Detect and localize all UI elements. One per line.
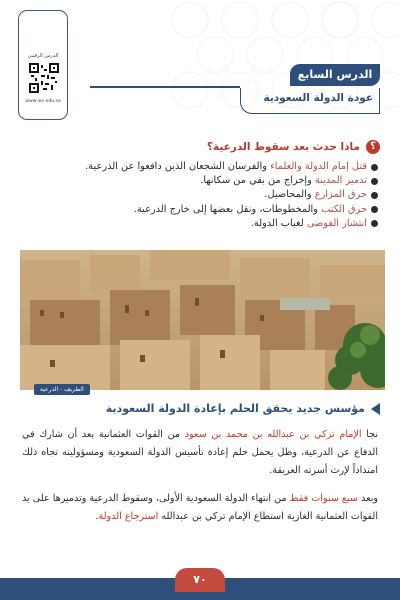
- list-item: تدمير المدينة وإخراج من بقي من سكانها.: [22, 174, 378, 188]
- section-heading: [20, 402, 380, 415]
- bullet-icon: [371, 192, 378, 199]
- qr-code-icon[interactable]: [29, 63, 59, 93]
- photo-caption: الطريف - الدرعية: [34, 384, 90, 395]
- lesson-title-box: [240, 88, 380, 114]
- digital-lesson-label: الدرس الرقمي: [27, 53, 59, 59]
- list-item: حرق الكتب والمخطوطات، ونقل بعضها إلى خارج الدرعية.: [22, 203, 378, 217]
- question-text: ماذا حدث بعد سقوط الدرعية؟: [206, 141, 360, 153]
- list-item: قتل إمام الدولة والعلماء والفرسان الشجعان الذين دافعوا عن الدرعية.: [22, 160, 378, 174]
- lesson-title: عودة الدولة السعودية: [263, 92, 373, 104]
- digital-lesson-url[interactable]: www.ien.edu.sa: [25, 99, 61, 104]
- bullet-icon: [371, 220, 378, 227]
- turaif-photo: [20, 250, 385, 390]
- question-mark-icon: ؟: [366, 140, 380, 154]
- bullet-icon: [371, 206, 378, 213]
- paragraph-1: نجا الإمام تركي بن عبدالله بن محمد بن سعود من القوات العثمانية بعد أن شارك في الدفاع عن الدرعية، وظل يحمل حلم إعادة تأسيس الدولة السعودية ومسؤوليته تجاه ذلك امتداداً لإرث أسرته العريقة.: [22, 429, 379, 476]
- consequences-list: [22, 160, 378, 231]
- arrow-icon: [371, 403, 380, 415]
- header-divider: [90, 86, 240, 88]
- page-number: ٧٠: [175, 568, 225, 592]
- question-heading: [20, 140, 380, 154]
- section-heading-text: مؤسس جديد يحقق الحلم بإعادة الدولة السعودية: [105, 402, 365, 415]
- bullet-icon: [371, 164, 378, 171]
- digital-lesson-card[interactable]: [18, 10, 68, 120]
- bullet-icon: [371, 178, 378, 185]
- lesson-number-tab: الدرس السابع: [290, 64, 380, 86]
- list-item: انتشار الفوضى لغياب الدولة.: [22, 217, 378, 231]
- paragraph-2: وبعد سبع سنوات فقط من انتهاء الدولة السعودية الأولى، وسقوط الدرعية وتدميرها على يد القوات العثمانية الغازية استطاع الإمام تركي بن عبدالله استرجاع الدولة.: [22, 493, 378, 522]
- list-item: حرق المزارع والمحاصيل.: [22, 188, 378, 202]
